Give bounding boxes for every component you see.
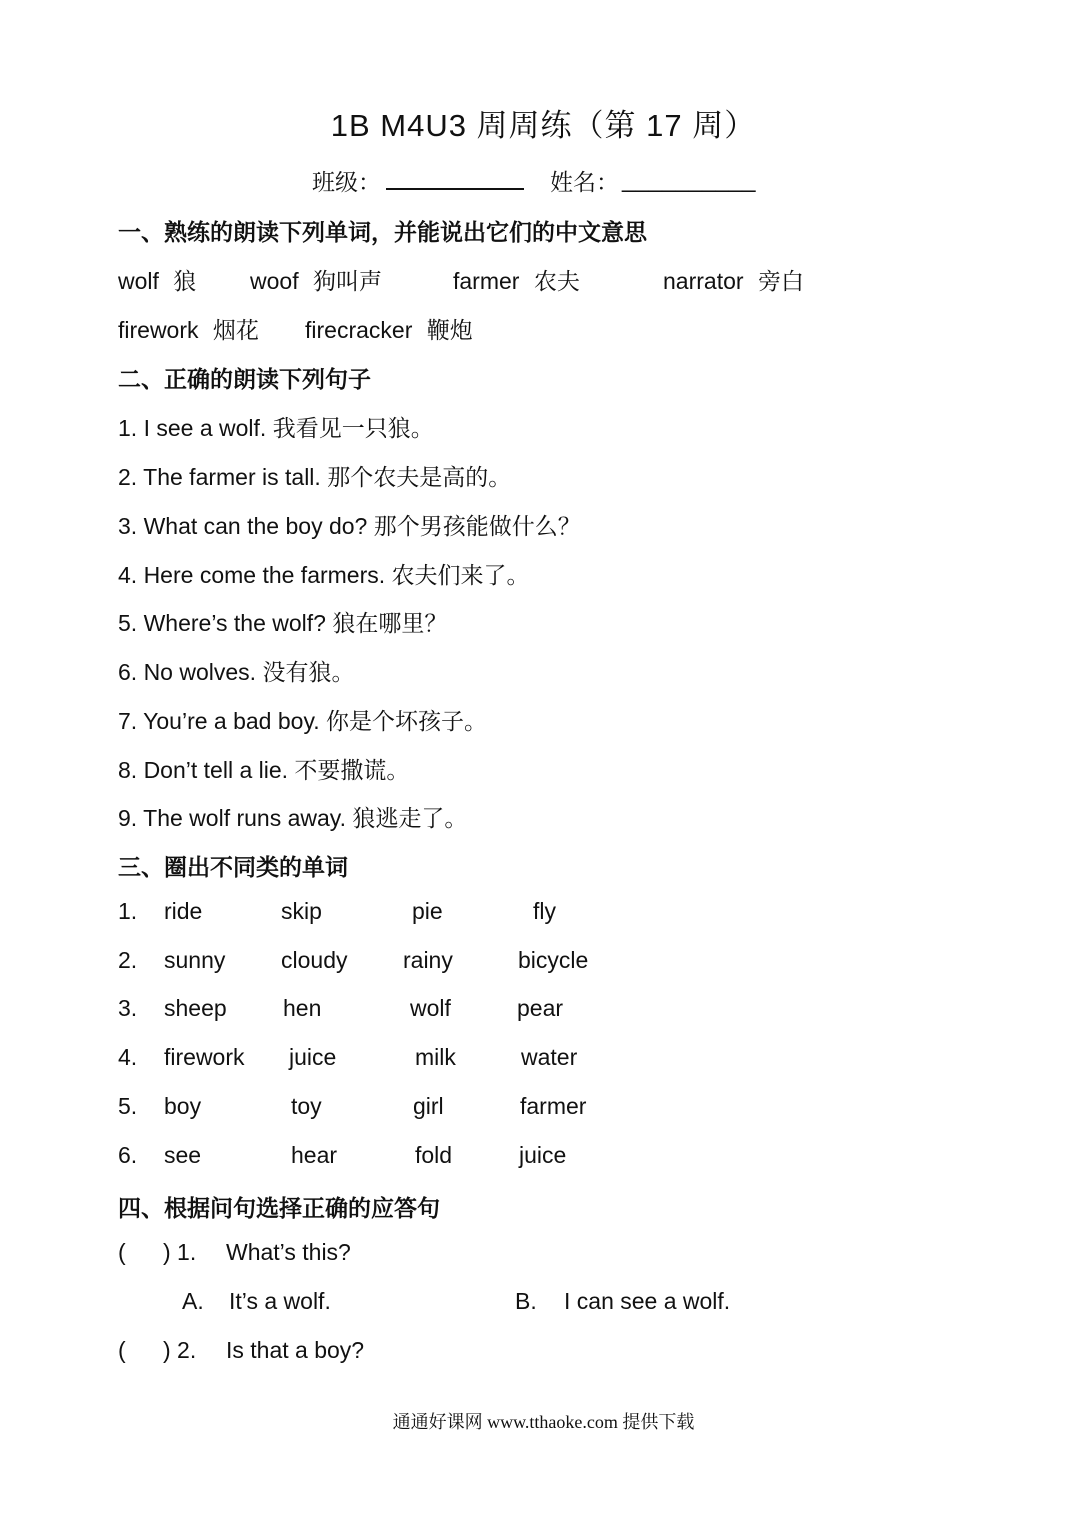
answer-bracket-open[interactable]: (: [118, 1337, 126, 1363]
vocab-en: farmer: [453, 268, 520, 294]
sentence-item: 5. Where’s the wolf? 狼在哪里？: [118, 610, 448, 636]
question-text: What’s this?: [226, 1239, 351, 1265]
vocab-zh: 狗叫声: [312, 268, 382, 294]
sentence-item: 3. What can the boy do? 那个男孩能做什么？: [118, 513, 581, 539]
option-word[interactable]: hen: [283, 995, 322, 1021]
answer-bracket-open[interactable]: (: [118, 1239, 126, 1265]
sentence-item: 1. I see a wolf. 我看见一只狼。: [118, 415, 434, 441]
option-a-text[interactable]: It’s a wolf.: [229, 1288, 331, 1314]
option-word[interactable]: fold: [415, 1142, 453, 1168]
vocab-zh: 鞭炮: [426, 317, 473, 343]
class-blank[interactable]: [386, 166, 524, 190]
row-number: 1.: [118, 898, 138, 924]
vocab-zh: 烟花: [212, 317, 259, 343]
option-word[interactable]: bicycle: [518, 947, 589, 973]
vocab-zh: 旁白: [757, 268, 804, 294]
row-number: 6.: [118, 1142, 138, 1168]
option-word[interactable]: sheep: [164, 995, 227, 1021]
row-number: 4.: [118, 1044, 138, 1070]
vocab-en: narrator: [663, 268, 744, 294]
section-4-heading: 四、根据问句选择正确的应答句: [118, 1195, 440, 1221]
vocab-item: [118, 312, 259, 345]
row-number: 2.: [118, 947, 138, 973]
option-word[interactable]: milk: [415, 1044, 456, 1070]
sentence-item: 8. Don’t tell a lie. 不要撒谎。: [118, 757, 410, 783]
option-word[interactable]: water: [521, 1044, 578, 1070]
vocab-en: firework: [118, 317, 199, 343]
name-label: 姓名：: [550, 169, 619, 195]
option-word[interactable]: pie: [412, 898, 443, 924]
option-word[interactable]: farmer: [520, 1093, 587, 1119]
page-title: 1B M4U3 周周练（第 17 周）: [330, 108, 757, 143]
option-b-text[interactable]: I can see a wolf.: [564, 1288, 731, 1314]
option-word[interactable]: cloudy: [281, 947, 348, 973]
row-number: 3.: [118, 995, 138, 1021]
vocab-item: [305, 312, 473, 345]
vocab-en: woof: [250, 268, 299, 294]
vocab-item: [453, 263, 580, 296]
option-b-label: B.: [515, 1288, 537, 1314]
question-number: ) 1.: [163, 1239, 197, 1265]
sentence-item: 7. You’re a bad boy. 你是个坏孩子。: [118, 708, 488, 734]
vocab-item: [118, 263, 196, 296]
option-word[interactable]: fly: [533, 898, 556, 924]
option-word[interactable]: skip: [281, 898, 322, 924]
sentence-item: 9. The wolf runs away. 狼逃走了。: [118, 805, 468, 831]
option-word[interactable]: boy: [164, 1093, 202, 1119]
vocab-item: [663, 263, 804, 296]
option-a-label: A.: [182, 1288, 204, 1314]
section-2-heading: 二、正确的朗读下列句子: [118, 366, 371, 392]
question-number: ) 2.: [163, 1337, 197, 1363]
option-word[interactable]: sunny: [164, 947, 226, 973]
option-word[interactable]: ride: [164, 898, 203, 924]
vocab-zh: 农夫: [533, 268, 580, 294]
option-word[interactable]: pear: [517, 995, 564, 1021]
vocab-en: firecracker: [305, 317, 413, 343]
option-word[interactable]: girl: [413, 1093, 444, 1119]
option-word[interactable]: firework: [164, 1044, 245, 1070]
footer-credit: 通通好课网 www.tthaoke.com 提供下载: [392, 1412, 695, 1432]
option-word[interactable]: toy: [291, 1093, 322, 1119]
section-1-heading: 一、熟练的朗读下列单词，并能说出它们的中文意思: [118, 219, 647, 245]
option-word[interactable]: see: [164, 1142, 202, 1168]
option-word[interactable]: juice: [519, 1142, 567, 1168]
question-text: Is that a boy?: [226, 1337, 365, 1363]
vocab-item: [250, 263, 382, 296]
vocab-zh: 狼: [173, 268, 197, 294]
class-label: 班级：: [312, 169, 381, 195]
row-number: 5.: [118, 1093, 138, 1119]
section-3-heading: 三、圈出不同类的单词: [118, 854, 348, 880]
option-word[interactable]: hear: [291, 1142, 338, 1168]
name-blank[interactable]: __________: [622, 166, 756, 193]
sentence-item: 2. The farmer is tall. 那个农夫是高的。: [118, 464, 512, 490]
option-word[interactable]: juice: [289, 1044, 337, 1070]
vocab-en: wolf: [118, 268, 159, 294]
sentence-item: 4. Here come the farmers. 农夫们来了。: [118, 562, 530, 588]
option-word[interactable]: rainy: [403, 947, 453, 973]
option-word[interactable]: wolf: [410, 995, 451, 1021]
sentence-item: 6. No wolves. 没有狼。: [118, 659, 355, 685]
